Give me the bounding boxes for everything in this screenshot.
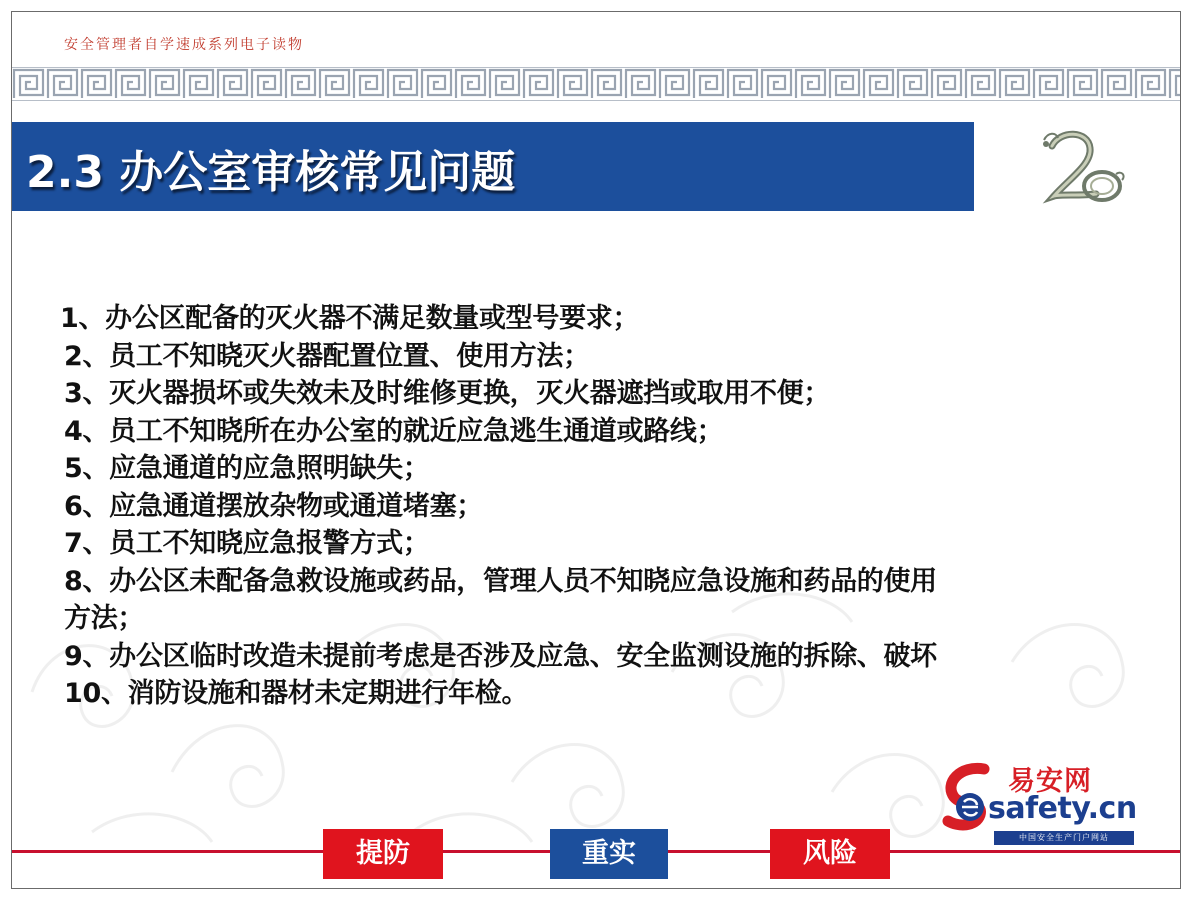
- slide-title: 2.3 办公室审核常见问题: [26, 147, 516, 198]
- issue-list: [60, 300, 1144, 713]
- list-item: 3、灭火器损坏或失效未及时维修更换，灭火器遮挡或取用不便；: [64, 378, 831, 409]
- list-item: 10、消防设施和器材未定期进行年检。: [64, 678, 529, 709]
- number-20-emblem-icon: [1030, 122, 1130, 218]
- list-item: 9、办公区临时改造未提前考虑是否涉及应急、安全监测设施的拆除、破坏: [64, 640, 937, 672]
- logo-name: 易安网: [1008, 766, 1092, 797]
- list-item: 6、应急通道摆放杂物或通道堵塞；: [64, 490, 483, 522]
- logo-domain: safety.cn: [988, 791, 1137, 826]
- footer-tag-prevent: 提防: [323, 829, 443, 879]
- list-item: 2、员工不知晓灭火器配置位置、使用方法；: [64, 340, 590, 372]
- footer-tag-risk: 风险: [770, 829, 890, 879]
- list-item-continuation: 方法；: [64, 603, 145, 634]
- footer-tag-emphasis: 重实: [550, 829, 668, 879]
- list-item: 8、办公区未配备急救设施或药品，管理人员不知晓应急设施和药品的使用: [64, 565, 937, 597]
- list-item: 7、员工不知晓应急报警方式；: [64, 528, 430, 559]
- safety-cn-logo: [940, 757, 1140, 847]
- list-item: 1、办公区配备的灭火器不满足数量或型号要求；: [60, 303, 640, 334]
- series-title: 安全管理者自学速成系列电子读物: [64, 37, 304, 53]
- greek-key-border: [12, 67, 1180, 101]
- list-item: 4、员工不知晓所在办公室的就近应急逃生通道或路线；: [64, 415, 724, 447]
- title-bar: [12, 122, 974, 211]
- list-item: 5、应急通道的应急照明缺失；: [64, 453, 430, 484]
- logo-tagline: 中国安全生产门户网站: [994, 831, 1134, 845]
- slide-frame: [11, 11, 1181, 889]
